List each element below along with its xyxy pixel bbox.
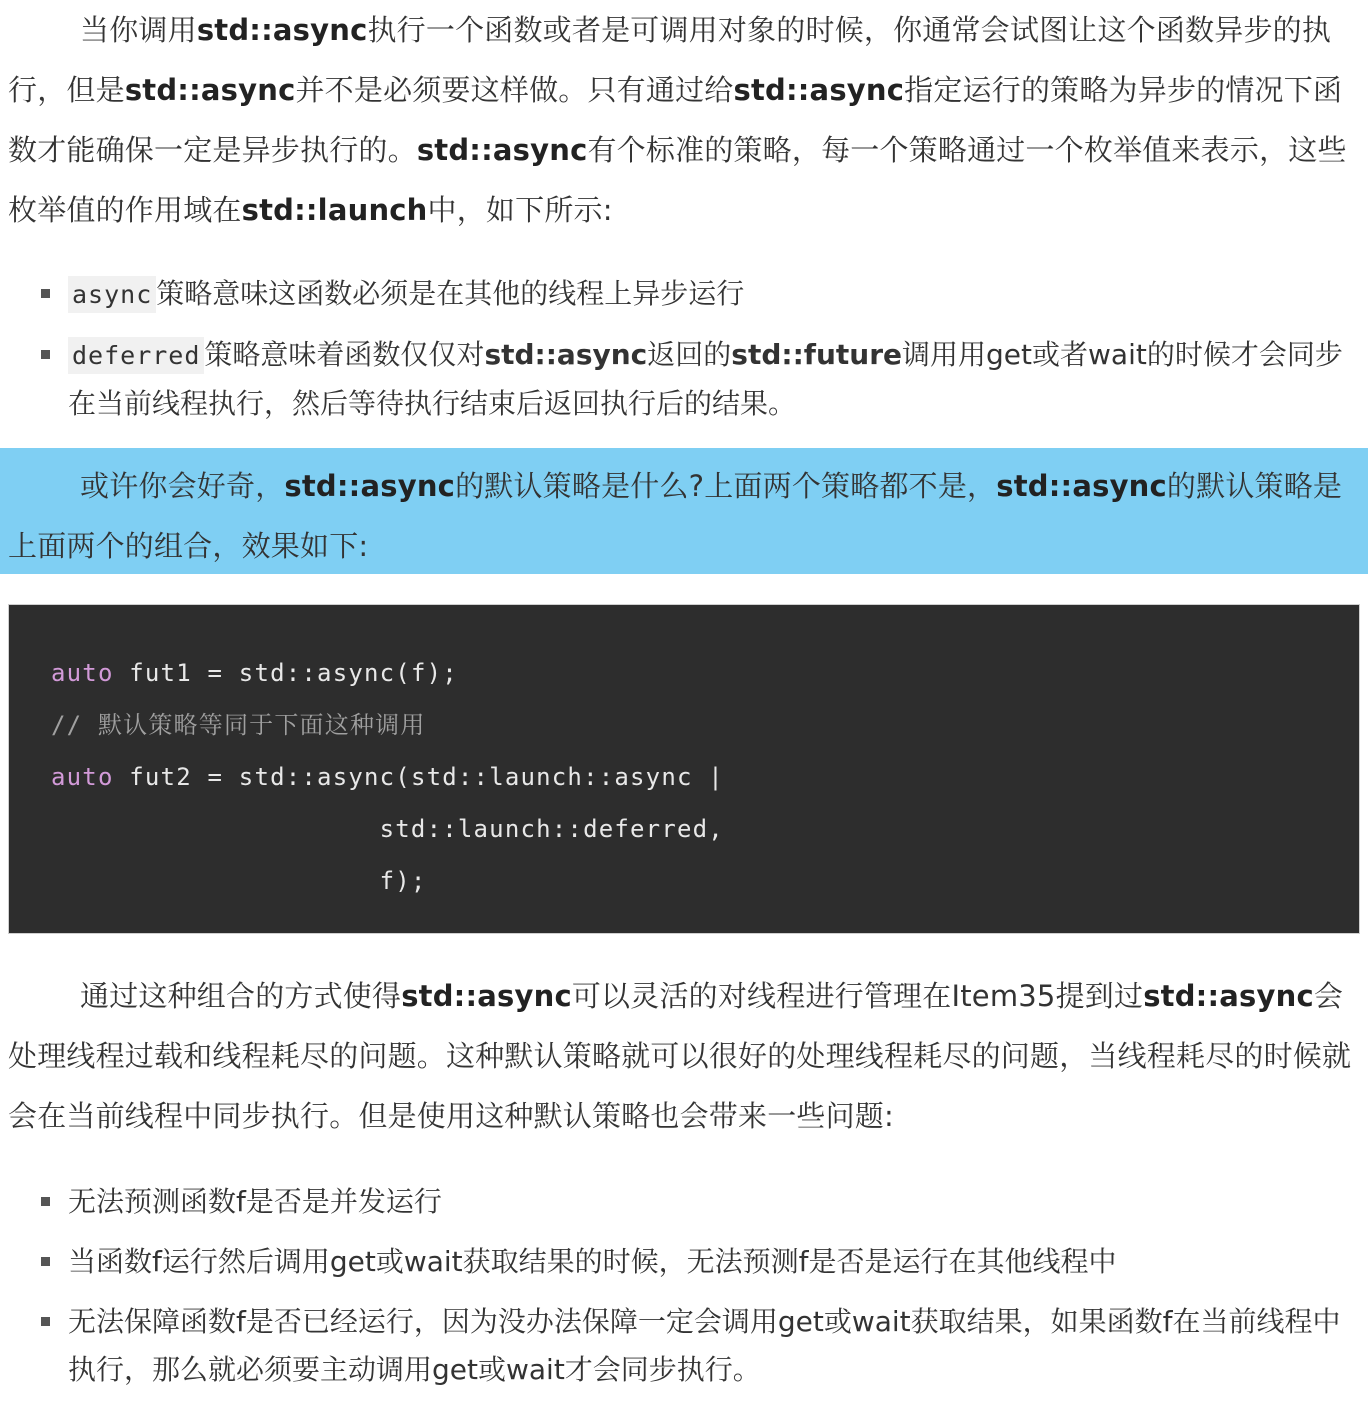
inline-code: deferred <box>68 337 204 374</box>
code-term: std::async <box>196 13 368 47</box>
highlighted-paragraph: 或许你会好奇，std::async的默认策略是什么?上面两个策略都不是，std::async的默认策略是上面两个的组合，效果如下: <box>8 469 1343 563</box>
code-line: auto fut2 = std::async(std::launch::async | <box>51 763 724 791</box>
bullet-square-icon <box>41 350 50 359</box>
code-term: std::async <box>416 133 588 167</box>
code-term: std::async <box>284 469 456 503</box>
bullet-square-icon <box>41 1197 50 1206</box>
code-comment: // 默认策略等同于下面这种调用 <box>51 711 426 739</box>
code-term: std::async <box>401 979 572 1013</box>
inline-code: async <box>68 276 156 313</box>
code-term: std::launch <box>241 193 428 227</box>
code-term: std::async <box>484 338 648 371</box>
list-item: 无法预测函数f是否是并发运行 <box>0 1178 1368 1226</box>
code-term: std::async <box>733 73 905 107</box>
bullet-square-icon <box>41 289 50 298</box>
list-item: 当函数f运行然后调用get或wait获取结果的时候，无法预测f是否是运行在其他线程中 <box>0 1238 1368 1286</box>
code-line: auto fut1 = std::async(f); <box>51 659 458 687</box>
bullet-square-icon <box>41 1317 50 1326</box>
code-term: std::async <box>996 469 1167 503</box>
code-block <box>8 604 1360 934</box>
code-line: std::launch::deferred, <box>51 815 724 843</box>
list-item: 无法保障函数f是否已经运行，因为没办法保障一定会调用get或wait获取结果，如果函数f在当前线程中执行，那么就必须要主动调用get或wait才会同步执行。 <box>0 1298 1368 1394</box>
list-item: deferred 策略意味着函数仅仅对std::async返回的std::future调用用get或者wait的时候才会同步在当前线程执行，然后等待执行结束后返回执行后的结果。 <box>0 331 1368 428</box>
issue-list <box>0 1178 1368 1406</box>
intro-paragraph: 当你调用std::async执行一个函数或者是可调用对象的时候，你通常会试图让这个函数异步的执行，但是std::async并不是必须要这样做。只有通过给std::async指定运行的策略为异步的情况下函数才能确保一定是异步执行的。std::async有个标准的策略，每一个策略通过一个枚举值来表示，这些枚举值的作用域在std::launch中，如下所示: <box>8 13 1347 227</box>
code-term: std::async <box>1143 979 1314 1013</box>
code-term: std::future <box>731 338 903 371</box>
code-term: std::async <box>124 73 296 107</box>
list-item: async 策略意味这函数必须是在其他的线程上异步运行 <box>0 270 1368 319</box>
bullet-square-icon <box>41 1257 50 1266</box>
code-line: f); <box>51 867 427 895</box>
explanation-paragraph: 通过这种组合的方式使得std::async可以灵活的对线程进行管理在Item35提到过std::async会处理线程过载和线程耗尽的问题。这种默认策略就可以很好的处理线程耗尽的问题，当线程耗尽的时候就会在当前线程中同步执行。但是使用这种默认策略也会带来一些问题: <box>8 979 1352 1133</box>
policy-list <box>0 270 1368 440</box>
